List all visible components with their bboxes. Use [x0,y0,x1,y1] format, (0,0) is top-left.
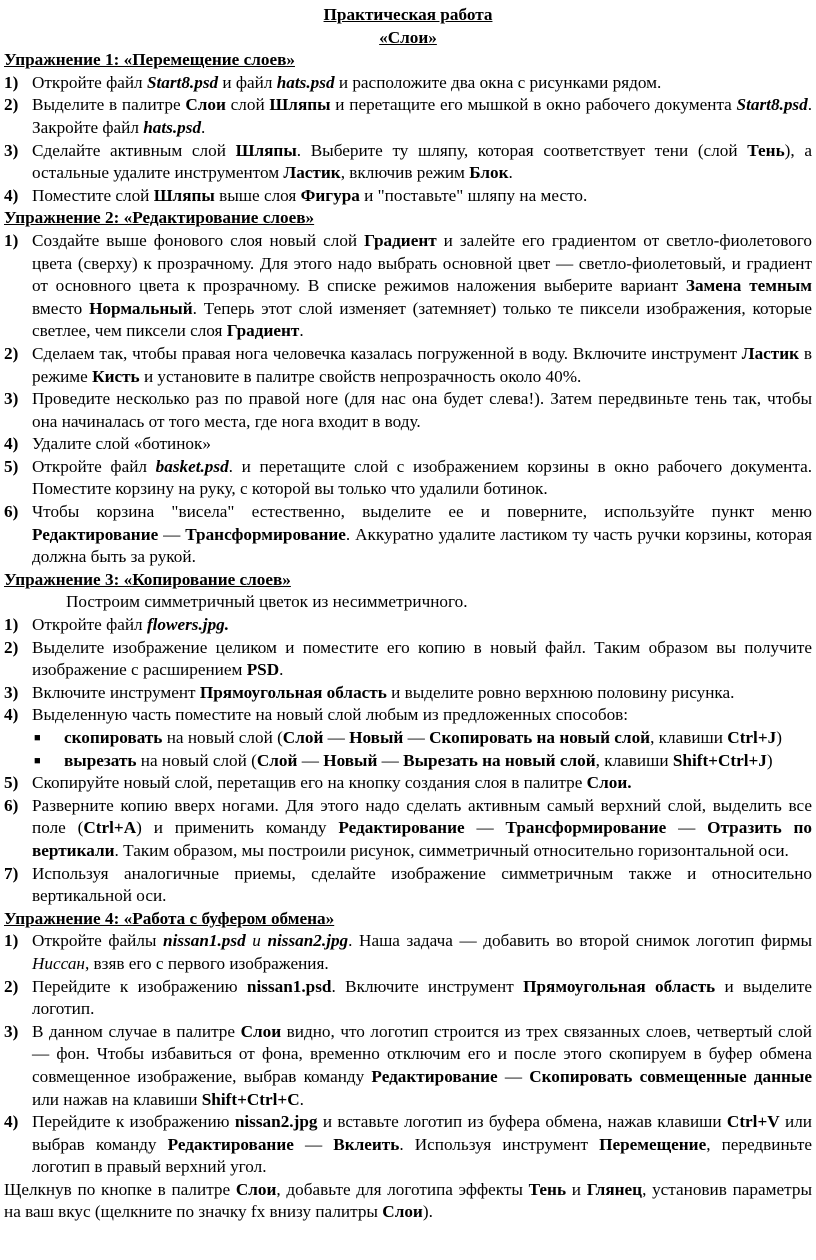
item-text: Удалите слой «ботинок» [32,434,211,454]
item-text: Выделите изображение целиком и поместите его копию в новый файл. Таким образом вы получите изображение с расширением PSD. [32,637,812,680]
item-text: Выделенную часть поместите на новый слой любым из предложенных способов: [32,705,629,725]
item-text: Скопируйте новый слой, перетащив его на кнопку создания слоя в палитре Слои. [32,773,632,793]
list-item [4,637,812,682]
item-number: 2) [4,976,19,996]
item-number: 3) [4,140,19,160]
square-bullet-icon: ■ [34,754,41,767]
item-number: 1) [4,230,19,250]
item-number: 1) [4,72,19,92]
item-text: Откройте файл flowers.jpg. [32,615,230,635]
list-item [4,343,812,388]
item-number: 1) [4,931,19,951]
item-number: 5) [4,456,19,476]
list-item [4,614,812,637]
item-number: 4) [4,705,19,725]
bullet-item [4,727,812,750]
list-item [4,1021,812,1111]
list-item [4,772,812,795]
list-item [4,456,812,501]
doc-title: Практическая работа [323,5,493,24]
item-number: 4) [4,434,19,454]
final-paragraph: Щелкнув по кнопке в палитре Слои, добавьте для логотипа эффекты Тень и Глянец, установив параметры на ваш вкус (щелкните по значку fx внизу палитры Слои). [4,1179,812,1222]
bullet-text: скопировать на новый слой (Слой — Новый — Скопировать на новый слой, клавиши Ctrl+J) [64,728,782,747]
doc-subtitle: «Слои» [379,27,437,47]
list-item [4,930,812,975]
item-text: Откройте файлы nissan1.psd и nissan2.jpg. Наша задача — добавить во второй снимок логотип фирмы Ниссан, взяв его с первого изображения. [32,931,813,973]
item-number: 7) [4,863,19,883]
square-bullet-icon: ■ [34,732,41,744]
list-item [4,185,812,208]
item-number: 2) [4,343,19,363]
item-text: Включите инструмент Прямоугольная область и выделите ровно верхнюю половину рисунка. [32,682,735,702]
item-text: В данном случае в палитре Слои видно, что логотип строится из трех связанных слоев, четвертый слой — фон. Чтобы избавиться от фона, временно отключим его и после этого скопируем в буфер обмена совмещенное изображение, выбрав команду Редактирование — Скопировать совмещенные данные или нажав на клавиши Shift+Ctrl+C. [32,1021,813,1109]
item-number: 3) [4,1021,19,1041]
exercise-3-heading: Упражнение 3: «Копирование слоев» [4,569,291,589]
item-number: 4) [4,1112,19,1132]
list-item [4,230,812,343]
item-text: Сделайте активным слой Шляпы. Выберите ту шляпу, которая соответствует тени (слой Тень), а остальные удалите инструментом Ластик, включив режим Блок. [32,140,812,183]
item-text: Перейдите к изображению nissan2.jpg и вставьте логотип из буфера обмена, нажав клавиши Ctrl+V или выбрав команду Редактирование — Вклеить. Используя инструмент Перемещение, передвиньте логотип в правый верхний угол. [32,1112,813,1177]
item-text: Проведите несколько раз по правой ноге (для нас она будет слева!). Затем передвиньте тень так, чтобы она начиналась от того места, где нога входит в воду. [32,389,812,431]
list-item [4,1111,812,1179]
item-text: Сделаем так, чтобы правая нога человечка казалась погруженной в воду. Включите инструмент Ластик в режиме Кисть и установите в палитре свойств непрозрачность около 40%. [32,343,812,386]
list-item [4,433,812,456]
item-text: Создайте выше фонового слоя новый слой Градиент и залейте его градиентом от светло-фиолетового цвета (сверху) к прозрачному. Для этого надо выбрать основной цвет — светло-фиолетовый, и градиент от основного цвета к прозрачному. В списке режимов наложения выберите вариант Замена темным вместо Нормальный. Теперь этот слой изменяет (затемняет) только те пиксели изображения, которые светлее, чем пиксели слоя Градиент. [32,230,812,341]
item-number: 2) [4,637,19,657]
list-item [4,72,812,95]
list-item [4,501,812,569]
exercise-2-heading: Упражнение 2: «Редактирование слоев» [4,208,315,228]
list-item [4,682,812,705]
item-text: Откройте файл Start8.psd и файл hats.psd и расположите два окна с рисунками рядом. [32,72,662,92]
list-item [4,94,812,139]
item-number: 2) [4,95,19,115]
item-number: 6) [4,795,19,815]
item-number: 3) [4,682,19,702]
exercise-4-heading: Упражнение 4: «Работа с буфером обмена» [4,908,335,928]
list-item [4,863,812,908]
item-text: Откройте файл basket.psd. и перетащите слой с изображением корзины в окно рабочего документа. Поместите корзину на руку, с которой вы только что удалили ботинок. [32,456,812,499]
item-number: 4) [4,185,19,205]
item-text: Перейдите к изображению nissan1.psd. Включите инструмент Прямоугольная область и выделите логотип. [32,976,812,1019]
item-number: 3) [4,389,19,409]
item-number: 6) [4,502,19,522]
list-item [4,388,812,433]
list-item [4,976,812,1021]
list-item [4,140,812,185]
list-item [4,795,812,863]
exercise-1-heading: Упражнение 1: «Перемещение слоев» [4,50,295,70]
item-text: Разверните копию вверх ногами. Для этого надо сделать активным самый верхний слой, выделить все поле (Ctrl+A) и применить команду Редактирование — Трансформирование — Отразить по вертикали. Таким образом, мы построили рисунок, симметричный относительно горизонтальной оси. [32,795,813,860]
item-number: 1) [4,615,19,635]
item-text: Выделите в палитре Слои слой Шляпы и перетащите его мышкой в окно рабочего документа Start8.psd. Закройте файл hats.psd. [32,95,813,137]
bullet-text: вырезать на новый слой (Слой — Новый — Вырезать на новый слой, клавиши Shift+Ctrl+J) [64,750,773,770]
list-item [4,704,812,727]
exercise-3-intro: Построим симметричный цветок из несимметричного. [66,592,468,612]
item-number: 5) [4,773,19,793]
item-text: Чтобы корзина "висела" естественно, выделите ее и поверните, используйте пункт меню Редактирование — Трансформирование. Аккуратно удалите ластиком ту часть ручки корзины, которая должна быть за рукой. [32,502,812,567]
item-text: Поместите слой Шляпы выше слоя Фигура и "поставьте" шляпу на место. [32,185,588,205]
bullet-item [4,750,812,773]
item-text: Используя аналогичные приемы, сделайте изображение симметричным также и относительно вертикальной оси. [32,863,812,906]
